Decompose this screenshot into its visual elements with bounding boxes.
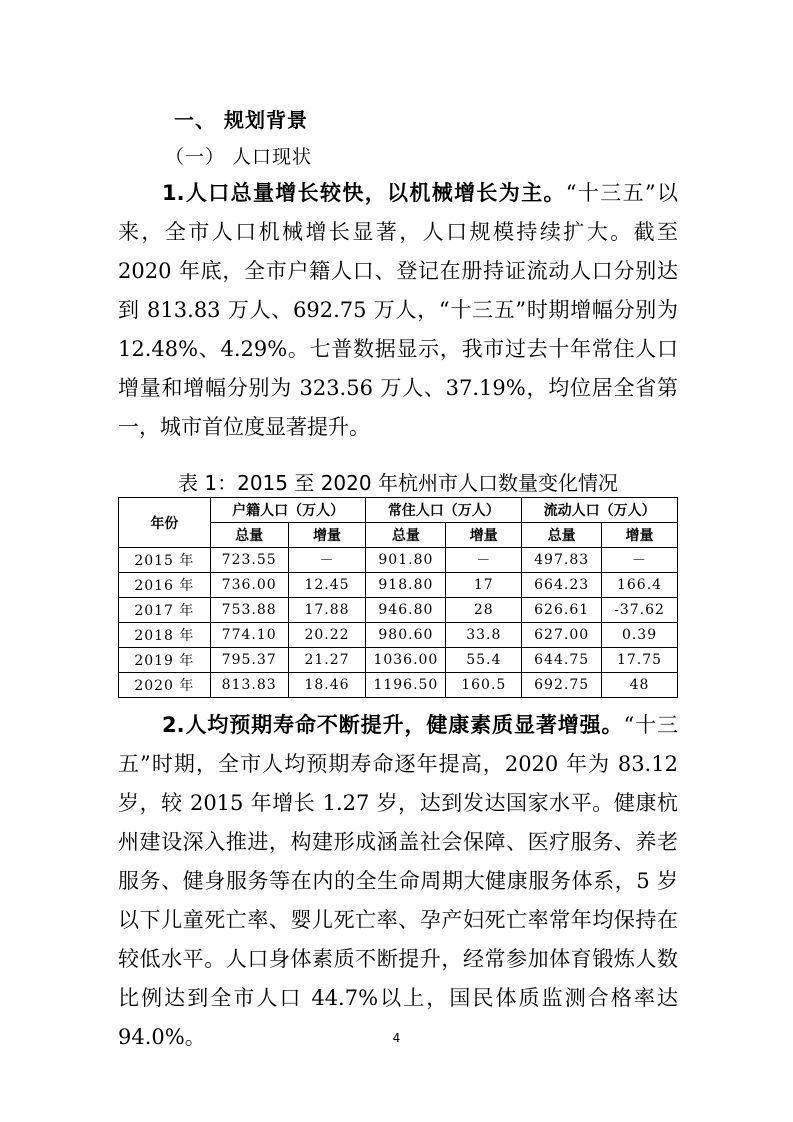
value-cell: 160.5 xyxy=(446,673,522,698)
value-cell: 774.10 xyxy=(210,623,288,648)
subheader: 总量 xyxy=(210,523,288,548)
value-cell: 1036.00 xyxy=(366,648,446,673)
section-heading: 一、 规划背景 xyxy=(174,108,308,132)
page-number: 4 xyxy=(392,1031,401,1045)
value-cell: 644.75 xyxy=(522,648,602,673)
table-body xyxy=(119,548,678,698)
value-cell: 33.8 xyxy=(446,623,522,648)
value-cell: 0.39 xyxy=(602,623,678,648)
value-cell: 55.4 xyxy=(446,648,522,673)
paragraph-body: “十三五”以来，全市人口机械增长显著，人口规模持续扩大。截至 2020 年底，全市户籍人口、登记在册持证流动人口分别达到 813.83 万人、692.75 万人，“十三五”时期增幅分别为 12.48%、4.29%。七普数据显示，我市过去十年常住人口增量和增幅分别为 323.56 万人、37.19%，均位居全省第一，城市首位度显著提升。 xyxy=(118,181,678,439)
year-cell: 2019 年 xyxy=(119,648,211,673)
paragraph-body: “十三五”时期，全市人均预期寿命逐年提高，2020 年为 83.12 岁，较 2015 年增长 1.27 岁，达到发达国家水平。健康杭州建设深入推进，构建形成涵盖社会保障、医疗服务、养老服务、健身服务等在内的全生命周期大健康服务体系，5 岁以下儿童死亡率、婴儿死亡率、孕产妇死亡率常年均保持在较低水平。人口身体素质不断提升，经常参加体育锻炼人数比例达到全市人口 44.7%以上，国民体质监测合格率达 94.0%。 xyxy=(118,713,678,1049)
paragraph-population-total xyxy=(118,174,678,447)
value-cell: 17.75 xyxy=(602,648,678,673)
value-cell: 813.83 xyxy=(210,673,288,698)
value-cell: 17.88 xyxy=(288,598,366,623)
subsection-heading: （一） 人口现状 xyxy=(165,146,313,168)
paragraph-lead: 2.人均预期寿命不断提升，健康素质显著增强。 xyxy=(162,713,624,737)
table-row xyxy=(119,648,678,673)
value-cell: 795.37 xyxy=(210,648,288,673)
value-cell: 1196.50 xyxy=(366,673,446,698)
value-cell: -37.62 xyxy=(602,598,678,623)
value-cell: 723.55 xyxy=(210,548,288,573)
year-cell: 2020 年 xyxy=(119,673,211,698)
year-header: 年份 xyxy=(119,498,211,548)
group-header: 流动人口（万人） xyxy=(522,498,678,523)
value-cell: 18.46 xyxy=(288,673,366,698)
value-cell: 48 xyxy=(602,673,678,698)
value-cell: 901.80 xyxy=(366,548,446,573)
value-cell: 166.4 xyxy=(602,573,678,598)
value-cell: 17 xyxy=(446,573,522,598)
subheader: 总量 xyxy=(366,523,446,548)
subheader: 总量 xyxy=(522,523,602,548)
year-cell: 2017 年 xyxy=(119,598,211,623)
value-cell: － xyxy=(288,548,366,573)
value-cell: 692.75 xyxy=(522,673,602,698)
value-cell: 20.22 xyxy=(288,623,366,648)
group-header: 常住人口（万人） xyxy=(366,498,522,523)
year-cell: 2018 年 xyxy=(119,623,211,648)
population-table xyxy=(118,497,678,698)
table-row xyxy=(119,548,678,573)
value-cell: 21.27 xyxy=(288,648,366,673)
table-row xyxy=(119,598,678,623)
value-cell: 12.45 xyxy=(288,573,366,598)
value-cell: 946.80 xyxy=(366,598,446,623)
value-cell: 28 xyxy=(446,598,522,623)
subheader: 增量 xyxy=(446,523,522,548)
value-cell: 626.61 xyxy=(522,598,602,623)
value-cell: 664.23 xyxy=(522,573,602,598)
value-cell: － xyxy=(446,548,522,573)
table-caption: 表 1：2015 至 2020 年杭州市人口数量变化情况 xyxy=(178,471,618,495)
value-cell: 753.88 xyxy=(210,598,288,623)
value-cell: 497.83 xyxy=(522,548,602,573)
table-row xyxy=(119,623,678,648)
paragraph-life-expectancy xyxy=(118,706,678,1057)
year-cell: 2016 年 xyxy=(119,573,211,598)
year-cell: 2015 年 xyxy=(119,548,211,573)
subheader: 增量 xyxy=(602,523,678,548)
paragraph-lead: 1.人口总量增长较快，以机械增长为主。 xyxy=(162,181,566,205)
table-row xyxy=(119,673,678,698)
value-cell: 736.00 xyxy=(210,573,288,598)
value-cell: 627.00 xyxy=(522,623,602,648)
value-cell: 980.60 xyxy=(366,623,446,648)
value-cell: 918.80 xyxy=(366,573,446,598)
subheader: 增量 xyxy=(288,523,366,548)
value-cell: － xyxy=(602,548,678,573)
table-row xyxy=(119,573,678,598)
group-header: 户籍人口（万人） xyxy=(210,498,366,523)
